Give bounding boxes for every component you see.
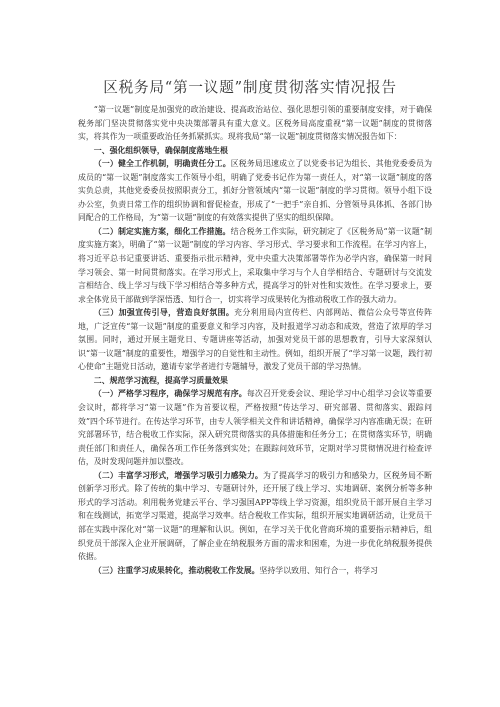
subsection-heading: （二）丰富学习形式，增强学习吸引力感染力。 xyxy=(93,470,263,480)
subsection-heading: （三）注重学习成果转化，推动税收工作发展。 xyxy=(93,565,260,575)
document-body xyxy=(78,103,432,577)
paragraph-text: 区税务局迅速成立了以党委书记为组长、其他党委委员为成员的“第一议题”制度落实工作领导小组，明确了党委书记作为第一责任人，对“第一议题”制度的落实负总责，其他党委委员按照职责分工，抓好分管领域内“第一议题”制度的学习贯彻。领导小组下设办公室，负责日常工作的组织协调和督促检查，形成了“一把手”亲自抓、分管领导具体抓、各部门协同配合的工作格局，为“第一议题”制度的有效落实提供了坚实的组织保障。 xyxy=(78,159,432,223)
subsection-heading: （二）制定实施方案，细化工作措施。 xyxy=(93,226,231,236)
paragraph-text: 每次召开党委会议、理论学习中心组学习会议等重要会议时，都将学习“第一议题”作为首要议程，严格按照“传达学习、研究部署、贯彻落实、跟踪问效”四个环节进行。在传达学习环节，由专人领学相关文件和讲话精神，确保学习内容准确无误；在研究部署环节，结合税收工作实际，深入研究贯彻落实的具体措施和任务分工；在贯彻落实环节，明确责任部门和责任人，确保各项工作任务落到实处；在跟踪问效环节，定期对学习贯彻情况进行检查评估，及时发现问题并加以整改。 xyxy=(78,389,432,467)
subsection-paragraph xyxy=(78,306,432,374)
subsection-paragraph xyxy=(78,564,432,578)
section-heading: 二、规范学习流程，提高学习质量效果 xyxy=(93,375,228,385)
paragraph-text: 为了提高学习的吸引力和感染力，区税务局不断创新学习形式。除了传统的集中学习、专题研讨外，还开展了线上学习、实地调研、案例分析等多种形式的学习活动。利用税务党建云平台、学习强国APP等线上学习资源，组织党员干部开展自主学习和在线测试，拓宽学习渠道，提高学习效率。结合税收工作实际，组织开展实地调研活动，让党员干部在实践中深化对“第一议题”的理解和认识。例如，在学习关于优化营商环境的重要指示精神后，组织党员干部深入企业开展调研，了解企业在纳税服务方面的需求和困难，为进一步优化纳税服务提供依据。 xyxy=(78,470,432,562)
section-heading: 一、强化组织领导，确保制度落地生根 xyxy=(93,145,228,155)
paragraph-text: 充分利用局内宣传栏、内部网站、微信公众号等宣传阵地，广泛宣传“第一议题”制度的重要意义和学习内容，及时报道学习动态和成效，营造了浓厚的学习氛围。同时，通过开展主题党日、专题讲座等活动，加强对党员干部的思想教育，引导大家深刻认识“第一议题”制度的重要性，增强学习的自觉性和主动性。例如，组织开展了“学习第一议题，践行初心使命”主题党日活动，邀请专家学者进行专题辅导，激发了党员干部的学习热情。 xyxy=(78,308,432,372)
subsection-paragraph xyxy=(78,225,432,306)
paragraph-text: 坚持学以致用、知行合一，将学习 xyxy=(259,565,378,575)
intro-paragraph: “第一议题”制度是加强党的政治建设、提高政治站位、强化思想引领的重要制度安排，对于确保税务部门坚决贯彻落实党中央决策部署具有重大意义。区税务局高度重视“第一议题”制度的贯彻落实，将其作为一项重要政治任务抓紧抓实。现将我局“第一议题”制度贯彻落实情况报告如下： xyxy=(78,105,432,142)
paragraph-text: 结合税务工作实际，研究制定了《区税务局“第一议题”制度实施方案》，明确了“第一议题”制度的学习内容、学习形式、学习要求和工作流程。在学习内容上，将习近平总书记重要讲话、重要指示批示精神，党中央重大决策部署等作为必学内容，确保第一时间学习领会、第一时间贯彻落实。在学习形式上，采取集中学习与个人自学相结合、专题研讨与交流发言相结合、线上学习与线下学习相结合等多种方式，提高学习的针对性和实效性。在学习要求上，要求全体党员干部做到学深悟透、知行合一，切实将学习成果转化为推动税收工作的强大动力。 xyxy=(78,226,432,304)
subsection-paragraph xyxy=(78,469,432,564)
subsection-heading: （一）严格学习程序，确保学习规范有序。 xyxy=(93,389,247,399)
document-title: 区税务局“第一议题”制度贯彻落实情况报告 xyxy=(103,79,397,96)
subsection-paragraph xyxy=(78,157,432,225)
subsection-paragraph xyxy=(78,387,432,468)
subsection-heading: （一）健全工作机制，明确责任分工。 xyxy=(93,159,231,169)
subsection-heading: （三）加强宣传引导，营造良好氛围。 xyxy=(93,308,235,318)
